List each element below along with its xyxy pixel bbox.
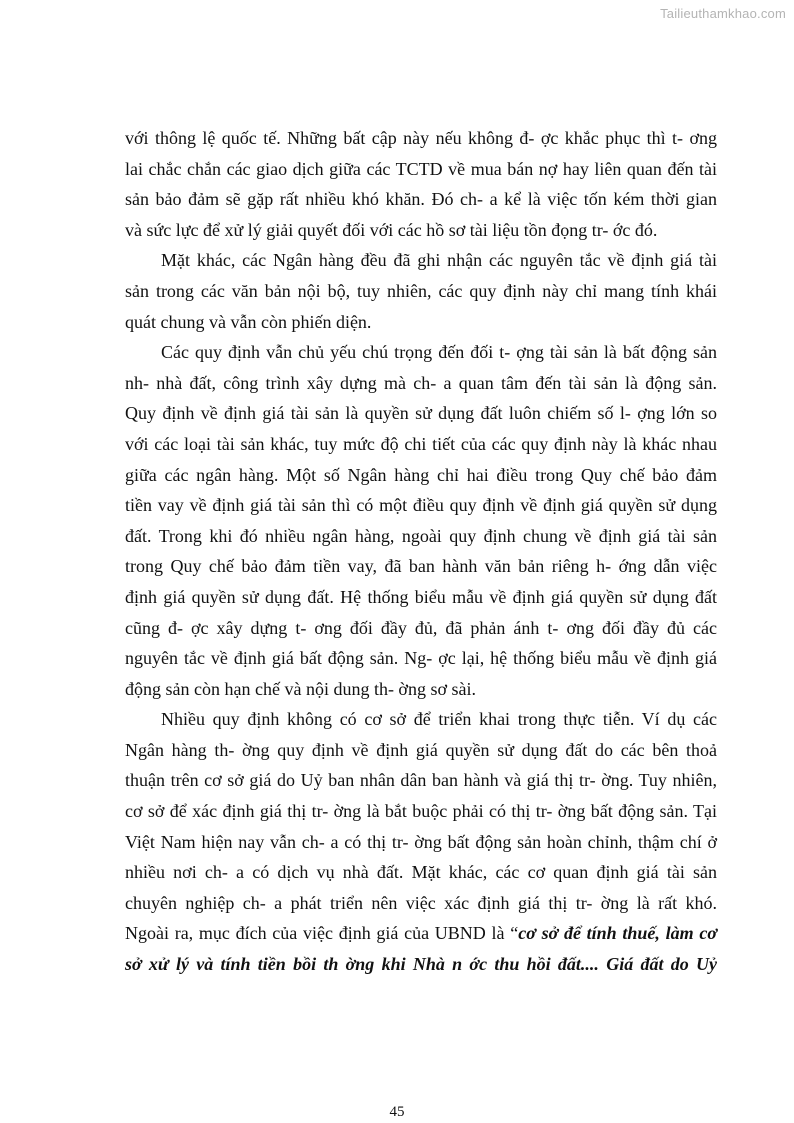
text-line: Các quy định vẫn chủ yếu chú trọng đến đối t- ợng tài sản là bất động sản: [161, 342, 717, 363]
document-body: [125, 123, 717, 980]
text-line: Nhiều quy định không có cơ sở để triển khai trong thực tiễn. Ví dụ các: [161, 709, 717, 730]
text-line: nh- nhà đất, công trình xây dựng mà ch- a quan tâm đến tài sản là động sản.: [125, 372, 717, 393]
text-line: thuận trên cơ sở giá do Uỷ ban nhân dân ban hành và giá thị tr- ờng. Tuy nhiên,: [125, 770, 717, 791]
text-line: nhiều nơi ch- a có dịch vụ nhà đất. Mặt khác, các cơ quan định giá tài sản: [125, 862, 717, 883]
text-line: cơ sở để xác định giá thị tr- ờng là bắt buộc phải có thị tr- ờng bất động sản. Tại: [125, 801, 717, 822]
text-line: Ngân hàng th- ờng quy định về định giá quyền sử dụng đất do các bên thoả: [125, 739, 717, 760]
watermark-text: Tailieuthamkhao.com: [660, 6, 786, 21]
text-line: lai chắc chắn các giao dịch giữa các TCTD về mua bán nợ hay liên quan đến tài: [125, 158, 717, 179]
text-line: Quy định về định giá tài sản là quyền sử dụng đất luôn chiếm số l- ợng lớn so: [125, 403, 717, 424]
text-line: nguyên tắc về định giá bất động sản. Ng- ợc lại, hệ thống biểu mẫu về định giá: [125, 648, 717, 669]
paragraph-1: [125, 123, 717, 245]
text-line: Mặt khác, các Ngân hàng đều đã ghi nhận các nguyên tắc về định giá tài: [161, 250, 717, 271]
text-line: định giá quyền sử dụng đất. Hệ thống biểu mẫu về định giá quyền sử dụng đất: [125, 586, 717, 607]
text-line-emphasis: [125, 949, 717, 980]
paragraph-3: [125, 337, 717, 704]
emphasis-text: sở xử lý và tính tiền bồi th ờng khi Nhà n ớc thu hồi đất.... Giá đất do Uỷ: [125, 954, 717, 975]
text-line: chuyên nghiệp ch- a phát triển nên việc xác định giá thị tr- ờng là rất khó.: [125, 892, 717, 913]
paragraph-4: [125, 704, 717, 979]
page-number: 45: [389, 1104, 405, 1120]
text-line: với các loại tài sản khác, tuy mức độ chi tiết của các quy định này là khác nhau: [125, 433, 717, 454]
text-line: đất. Trong khi đó nhiều ngân hàng, ngoài quy định chung về định giá tài sản: [125, 525, 717, 546]
text-line: sản trong các văn bản nội bộ, tuy nhiên, các quy định này chỉ mang tính khái: [125, 280, 717, 301]
text-line: cũng đ- ợc xây dựng t- ơng đối đầy đủ, đã phản ánh t- ơng đối đầy đủ các: [125, 617, 717, 638]
text-line: giữa các ngân hàng. Một số Ngân hàng chỉ hai điều trong Quy chế bảo đảm: [125, 464, 717, 485]
emphasis-text: cơ sở để tính thuế, làm cơ: [518, 923, 717, 944]
text-line: và sức lực để xử lý giải quyết đối với các hồ sơ tài liệu tồn đọng tr- ớc đó.: [125, 219, 658, 240]
text-line: tiền vay về định giá tài sản thì có một điều quy định về định giá quyền sử dụng: [125, 495, 717, 516]
text-line: động sản còn hạn chế và nội dung th- ờng sơ sài.: [125, 678, 476, 699]
paragraph-2: [125, 245, 717, 337]
text-line: quát chung và vẫn còn phiến diện.: [125, 311, 372, 332]
text-line: sản bảo đảm sẽ gặp rất nhiều khó khăn. Đó ch- a kể là việc tốn kém thời gian: [125, 189, 717, 210]
text-line-mixed: [125, 918, 717, 949]
text-line: với thông lệ quốc tế. Những bất cập này nếu không đ- ợc khắc phục thì t- ơng: [125, 128, 717, 148]
text-line: Việt Nam hiện nay vẫn ch- a có thị tr- ờng bất động sản hoàn chỉnh, thậm chí ở: [125, 831, 717, 852]
normal-text: Ngoài ra, mục đích của việc định giá của UBND là “: [125, 923, 519, 944]
text-line: trong Quy chế bảo đảm tiền vay, đã ban hành văn bản riêng h- ớng dẫn việc: [125, 556, 717, 577]
